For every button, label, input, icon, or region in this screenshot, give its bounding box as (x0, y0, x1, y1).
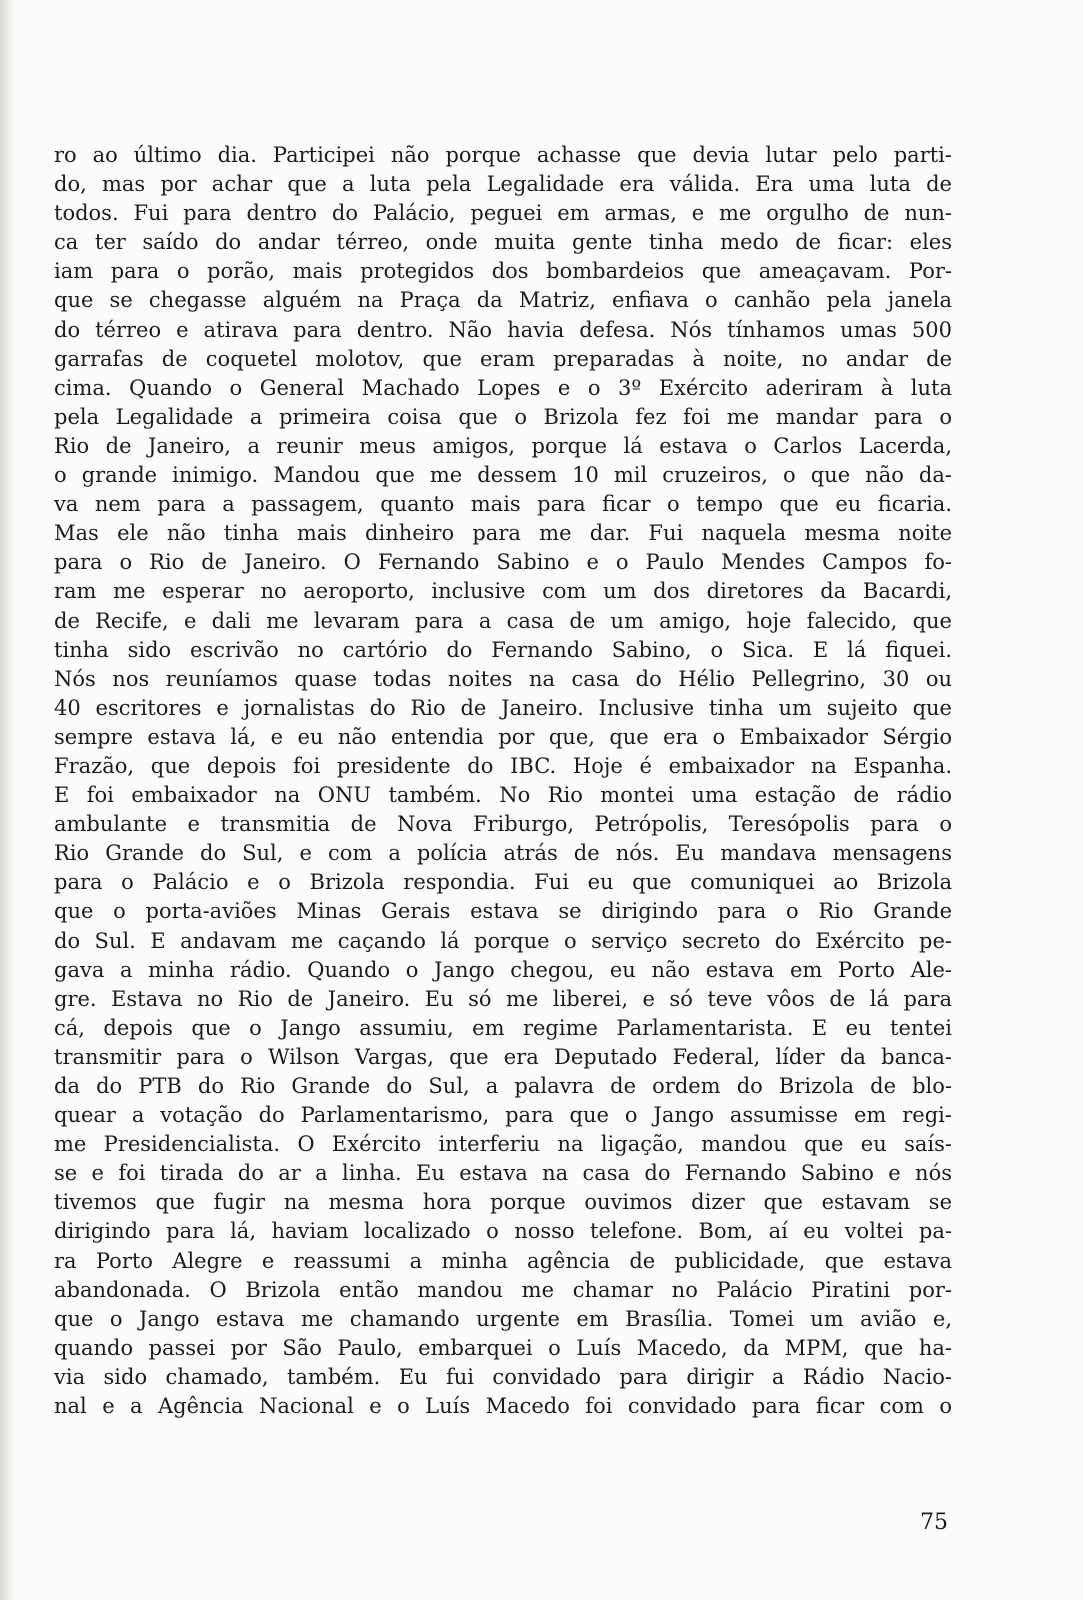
text-line: do Sul. E andavam me caçando lá porque o serviço secreto do Exército pe- (54, 928, 952, 953)
text-line: para o Rio de Janeiro. O Fernando Sabino e o Paulo Mendes Campos fo- (54, 550, 952, 575)
text-line: tinha sido escrivão no cartório do Fernando Sabino, o Sica. E lá fiquei. (54, 637, 952, 662)
text-line: sempre estava lá, e eu não entendia por que, que era o Embaixador Sérgio (54, 724, 952, 749)
text-line: para o Palácio e o Brizola respondia. Fui eu que comuniquei ao Brizola (54, 870, 952, 895)
text-line: se e foi tirada do ar a linha. Eu estava na casa do Fernando Sabino e nós (54, 1161, 952, 1186)
text-line: quando passei por São Paulo, embarquei o Luís Macedo, da MPM, que ha- (54, 1335, 952, 1360)
text-line: me Presidencialista. O Exército interferiu na ligação, mandou que eu saís- (54, 1132, 952, 1157)
text-line: garrafas de coquetel molotov, que eram preparadas à noite, no andar de (54, 346, 952, 371)
text-line: da do PTB do Rio Grande do Sul, a palavra de ordem do Brizola de blo- (54, 1074, 952, 1098)
text-line: ro ao último dia. Participei não porque achasse que devia lutar pelo parti- (54, 143, 952, 167)
text-line: ambulante e transmitia de Nova Friburgo, Petrópolis, Teresópolis para o (54, 812, 952, 837)
text-line: todos. Fui para dentro do Palácio, peguei em armas, e me orgulho de nun- (54, 201, 952, 226)
text-line: cá, depois que o Jango assumiu, em regime Parlamentarista. E eu tentei (54, 1015, 952, 1040)
text-line: do térreo e atirava para dentro. Não havia defesa. Nós tínhamos umas 500 (54, 317, 952, 342)
text-line: Frazão, que depois foi presidente do IBC. Hoje é embaixador na Espanha. (54, 753, 952, 778)
text-line: transmitir para o Wilson Vargas, que era Deputado Federal, líder da banca- (54, 1044, 952, 1069)
body-text (54, 141, 952, 1421)
text-line: Rio de Janeiro, a reunir meus amigos, porque lá estava o Carlos Lacerda, (54, 433, 952, 458)
text-line: Rio Grande do Sul, e com a polícia atrás de nós. Eu mandava mensagens (54, 841, 952, 866)
text-line: Nós nos reuníamos quase todas noites na casa do Hélio Pellegrino, 30 ou (54, 666, 952, 691)
text-line: gava a minha rádio. Quando o Jango chegou, eu não estava em Porto Ale- (54, 957, 952, 982)
text-line: E foi embaixador na ONU também. No Rio montei uma estação de rádio (54, 783, 952, 808)
text-line: que se chegasse alguém na Praça da Matriz, enfiava o canhão pela janela (54, 288, 952, 313)
text-line: dirigindo para lá, haviam localizado o nosso telefone. Bom, aí eu voltei pa- (54, 1219, 952, 1244)
text-line: iam para o porão, mais protegidos dos bombardeios que ameaçavam. Por- (54, 259, 952, 284)
text-line: nal e a Agência Nacional e o Luís Macedo foi convidado para ficar com o (54, 1394, 952, 1419)
page-edge-shadow (0, 0, 16, 1600)
text-line: ram me esperar no aeroporto, inclusive com um dos diretores da Bacardi, (54, 579, 952, 604)
text-line: via sido chamado, também. Eu fui convidado para dirigir a Rádio Nacio- (54, 1364, 952, 1389)
text-line: ra Porto Alegre e reassumi a minha agência de publicidade, que estava (54, 1248, 952, 1273)
text-line: 40 escritores e jornalistas do Rio de Janeiro. Inclusive tinha um sujeito que (54, 695, 952, 720)
text-line: pela Legalidade a primeira coisa que o Brizola fez foi me mandar para o (54, 404, 952, 429)
page-number: 75 (920, 1510, 948, 1535)
text-line: gre. Estava no Rio de Janeiro. Eu só me liberei, e só teve vôos de lá para (54, 986, 952, 1011)
text-line: tivemos que fugir na mesma hora porque ouvimos dizer que estavam se (54, 1190, 952, 1215)
text-line: quear a votação do Parlamentarismo, para que o Jango assumisse em regi- (54, 1103, 952, 1128)
text-line: o grande inimigo. Mandou que me dessem 10 mil cruzeiros, o que não da- (54, 463, 952, 488)
text-line: Mas ele não tinha mais dinheiro para me dar. Fui naquela mesma noite (54, 521, 952, 546)
text-line: abandonada. O Brizola então mandou me chamar no Palácio Piratini por- (54, 1277, 952, 1302)
text-line: que o porta-aviões Minas Gerais estava se dirigindo para o Rio Grande (54, 899, 952, 924)
text-line: que o Jango estava me chamando urgente em Brasília. Tomei um avião e, (54, 1306, 952, 1331)
text-line: cima. Quando o General Machado Lopes e o 3º Exército aderiram à luta (54, 375, 952, 400)
text-line: va nem para a passagem, quanto mais para ficar o tempo que eu ficaria. (54, 492, 952, 517)
text-line: de Recife, e dali me levaram para a casa de um amigo, hoje falecido, que (54, 608, 952, 633)
text-line: do, mas por achar que a luta pela Legalidade era válida. Era uma luta de (54, 172, 952, 197)
text-line: ca ter saído do andar térreo, onde muita gente tinha medo de ficar: eles (54, 230, 952, 255)
